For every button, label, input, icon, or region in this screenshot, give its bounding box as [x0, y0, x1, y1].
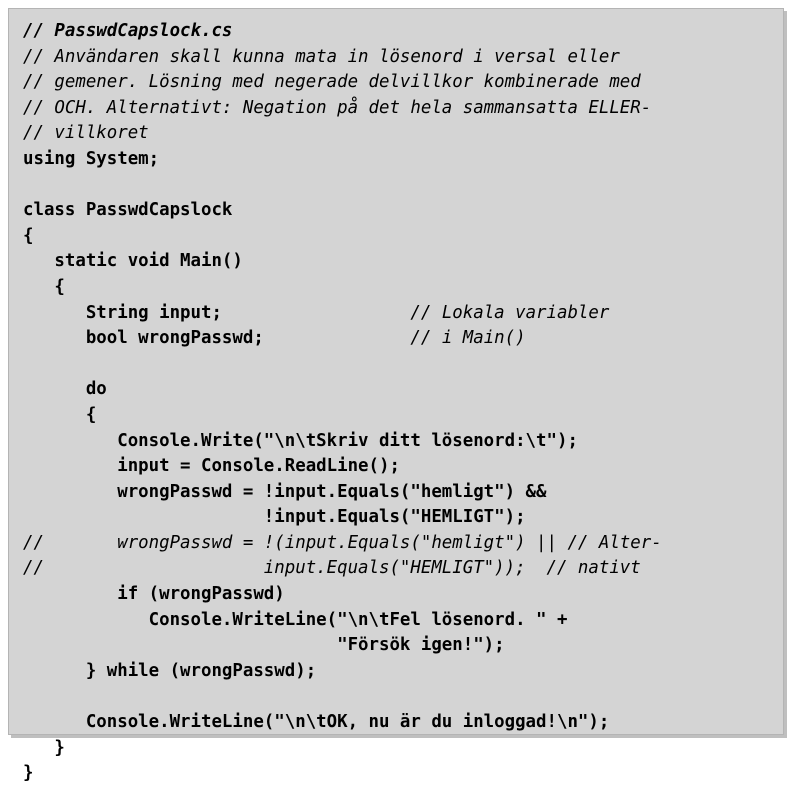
- code-listing-panel: [8, 8, 784, 784]
- code-line: {: [23, 225, 34, 246]
- code-line: Console.WriteLine("\n\tFel lösenord. " +: [23, 609, 568, 630]
- code-line: // input.Equals("HEMLIGT")); // nativt: [23, 558, 641, 579]
- code-segment: bool wrongPasswd;: [23, 328, 411, 349]
- code-line: [23, 352, 771, 378]
- source-code-text: [9, 9, 783, 797]
- code-line: [23, 173, 771, 199]
- code-line: // OCH. Alternativt: Negation på det hela sammansatta ELLER-: [23, 97, 652, 118]
- code-line: class PasswdCapslock: [23, 200, 233, 221]
- code-line: if (wrongPasswd): [23, 584, 285, 605]
- comment-segment: // Lokala variabler: [410, 302, 610, 323]
- code-segment: String input;: [23, 302, 411, 323]
- code-line: {: [23, 276, 65, 297]
- code-line: }: [23, 737, 65, 758]
- code-line: // wrongPasswd = !(input.Equals("hemligt") || // Alter-: [23, 532, 662, 553]
- code-line: [23, 301, 771, 327]
- code-line: "Försök igen!");: [23, 635, 505, 656]
- code-line: {: [23, 404, 97, 425]
- code-line: } while (wrongPasswd);: [23, 660, 317, 681]
- code-line: // Användaren skall kunna mata in lösenord i versal eller: [23, 46, 620, 67]
- code-line: wrongPasswd = !input.Equals("hemligt") &&: [23, 481, 547, 502]
- code-line: // villkoret: [23, 123, 149, 144]
- code-line: Console.WriteLine("\n\tOK, nu är du inloggad!\n");: [23, 712, 610, 733]
- code-line: do: [23, 379, 107, 400]
- code-line: using System;: [23, 148, 160, 169]
- code-line: !input.Equals("HEMLIGT");: [23, 507, 526, 528]
- code-line: input = Console.ReadLine();: [23, 456, 400, 477]
- code-line: }: [23, 763, 34, 784]
- code-line: // PasswdCapslock.cs: [23, 21, 233, 41]
- code-line: Console.Write("\n\tSkriv ditt lösenord:\t");: [23, 430, 578, 451]
- code-line: // gemener. Lösning med negerade delvillkor kombinerade med: [23, 72, 641, 93]
- code-line: static void Main(): [23, 251, 243, 272]
- code-line: [23, 684, 771, 710]
- comment-segment: // i Main(): [410, 328, 526, 349]
- code-line: [23, 326, 771, 352]
